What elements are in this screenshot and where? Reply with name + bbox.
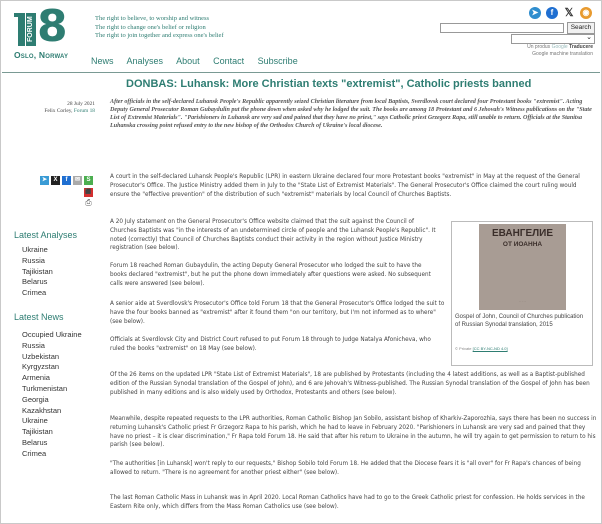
cover-subtitle: ОТ ИОАННА [502,241,543,248]
news-link[interactable]: Occupied Ukraine [22,330,82,339]
article-paragraph: "The authorities [in Luhansk] won't reply to our requests," Bishop Sobilo told Forum 18. He added that the Diocese fears it is "all over" for Fr Rapa's chances of being allowed to return. "There is no agreement for another priest either" (see below). [110,461,581,476]
sharethis-icon[interactable]: S [84,176,93,185]
facebook-icon[interactable]: f [62,176,71,185]
latest-analyses-list [22,245,53,299]
news-link[interactable]: Ukraine [22,416,48,426]
nav-contact[interactable]: Contact [213,56,245,66]
search-button[interactable]: Search [567,22,595,34]
gt-note: Google machine translation [532,51,593,57]
nav-subscribe[interactable]: Subscribe [257,56,298,66]
print-icon[interactable]: ⎙ [85,198,92,207]
social-links [529,7,592,19]
google-logo: Google [551,44,568,50]
language-select[interactable] [511,34,595,44]
pdf-icon[interactable]: ⬛ [85,189,92,195]
telegram-icon[interactable]: ➤ [41,177,48,183]
analyses-link[interactable]: Ukraine [22,245,48,254]
header-divider [2,72,600,73]
article-meta [10,101,95,115]
cover-imprint: · · · · · [519,300,526,303]
book-cover-image[interactable] [479,224,566,310]
latest-news-heading: Latest News [14,312,64,322]
tagline-line: The right to join together and express one's belief [95,32,224,39]
latest-news-list [22,330,82,460]
gt-brand[interactable]: Traducere [569,44,593,50]
chevron-down-icon: ⌄ [586,34,592,41]
news-link[interactable]: Belarus [22,437,48,447]
site-header [0,0,602,72]
logo-city: Oslo, Norway [14,50,69,60]
nav-about[interactable]: About [176,56,200,66]
license-link[interactable]: [CC BY-NC-ND 4.0] [472,346,508,351]
latest-analyses-heading: Latest Analyses [14,230,78,240]
email-icon[interactable]: ✉ [74,177,81,183]
news-link[interactable]: Crimea [22,448,47,458]
forum18-logo[interactable] [14,1,80,60]
news-link[interactable]: Turkmenistan [22,383,68,393]
analyses-link[interactable]: Crimea [22,288,47,298]
news-link[interactable]: Georgia [22,394,49,404]
google-translate-attribution [527,44,593,58]
article-title: DONBAS: Luhansk: More Christian texts "extremist", Catholic priests banned [126,78,532,90]
tagline [95,15,224,41]
article-author: Felix Corley, [44,108,73,114]
article-paragraph: Officials at Sverdlovsk City and District Court refused to put Forum 18 through to Judge Natalya Afonicheva, who ruled the books "extremist" on 18 May (see below). [110,337,431,352]
article-date: 28 July 2021 [67,101,95,107]
telegram-icon[interactable]: ➤ [529,7,541,19]
main-nav [91,56,309,66]
logo-one [18,13,25,46]
share-bar [40,176,93,185]
tagline-line: The right to believe, to worship and witness [95,15,210,22]
cover-title: ЕВАНГЕЛИЕ [491,228,554,239]
article-figure [451,221,593,366]
search-input[interactable] [440,23,564,33]
article-source-link[interactable]: Forum 18 [73,108,95,114]
article-paragraph: Forum 18 reached Roman Gubaydulin, the acting Deputy General Prosecutor who lodged the suit to have the books declared "extremist", but he put the phone down immediately after questions were asked. No subsequent calls were answered (see below). [110,263,431,287]
article-paragraph: Meanwhile, despite repeated requests to the LPR authorities, Roman Catholic Bishop Jan Sobilo, assistant bishop of Kharkiv-Zaporozhia, says there has been no success in returning Luhansk's Catholic priest Fr Grzegorz Rapa to his parish, which he had to leave in February 2020. "Parishioners in Luhansk are very sad and pained that they have no priest – it is clear discrimination," Fr Rapa told Forum 18. He said that after his return to Ukraine in the autumn, he will try again to get permission to return to his parish (see below). [110,416,597,449]
nav-analyses[interactable]: Analyses [126,56,164,66]
x-icon[interactable]: 𝕏 [564,7,574,19]
article-summary: After officials in the self-declared Luhansk People's Republic apparently seized Christian literature from local Baptists, Sverdlovsk court declared four Protestant books "extremist". Acting Deputy General Prosecutor Roman Gubaydulin put the phone down when asked why he lodged the suit. The books are among 18 Protestant and 6 Jehovah's Witness publications on the "State List of Extremist Materials". "Parishioners in Luhansk are very sad and pained that they have no priest," says Catholic priest Grzegorz Rapa, still unable to return. Officials at the Stanitsa Luhanska crossing point refused entry to the new bishop of the Orthodox Church of Ukraine's local diocese. [110,99,592,130]
news-link[interactable]: Kazakhstan [22,405,62,415]
analyses-link[interactable]: Belarus [22,277,48,287]
analyses-link[interactable]: Russia [22,255,45,265]
news-link[interactable]: Uzbekistan [22,351,60,361]
article-paragraph: A senior aide at Sverdlovsk's Prosecutor's Office told Forum 18 that the General Prosecutor's Office lodged the suit to have the four books banned as "extremist" after it found them "on our territory, but I'm not informed as to where" (see below). [110,301,445,325]
tagline-line: The right to change one's belief or religion [95,23,206,31]
credit-text: © Private [455,346,472,351]
news-link[interactable]: Armenia [22,373,50,383]
analyses-link[interactable]: Tajikistan [22,266,53,276]
news-link[interactable]: Tajikistan [22,427,53,437]
news-link[interactable]: Russia [22,340,45,350]
news-link[interactable]: Kyrgyzstan [22,362,60,372]
logo-eight: 8 [37,1,68,52]
figure-credit [455,346,508,351]
nav-news[interactable]: News [91,56,114,66]
rss-icon[interactable]: ◉ [580,7,592,19]
article-paragraph: A 20 July statement on the General Prosecutor's Office website claimed that the suit against the Council of Churches Baptists was "in the interests of an undetermined circle of people and the Luhansk People's Republic". It noted (correctly) that Council of Churches Baptists conduct their activity in the region without Justice Ministry registration (see below). [110,219,436,252]
logo-forum-word: FORUM [26,13,36,46]
facebook-icon[interactable]: f [546,7,558,19]
article-paragraph: Of the 26 items on the updated LPR "State List of Extremist Materials", 18 are published by Protestants (including the 4 latest additions, as well as a Baptist-published edition of the Russian Synodal translation of the Gospel of John), and 6 are Jehovah's Witness-published. The Russian Synodal translation of the Gospel of John has been published in many editions and is also widely used by Orthodox, Protestants and others (see below). [110,372,590,396]
x-icon[interactable]: X [51,176,60,185]
article-paragraph: The last Roman Catholic Mass in Luhansk was in April 2020. Local Roman Catholics have had to go to the Greek Catholic priest for confession. He holds services in the Eastern Rite only, which differs from the Mass Roman Catholics use (see below). [110,495,585,510]
gt-powered: Un produs [527,44,551,50]
article-paragraph: A court in the self-declared Luhansk People's Republic (LPR) in eastern Ukraine declared four more Protestant books "extremist" in May at the request of the General Prosecutor's Office. The Justice Ministry added them in July to the "State List of Extremist Materials". The General Prosecutor's Office claimed the court ruling would ensure the "effective prevention" of the distribution of such "extremist" materials by local Council of Churches Baptists. [110,174,580,198]
figure-caption: Gospel of John, Council of Churches publication of Russian Synodal translation, 2015 [455,314,584,328]
